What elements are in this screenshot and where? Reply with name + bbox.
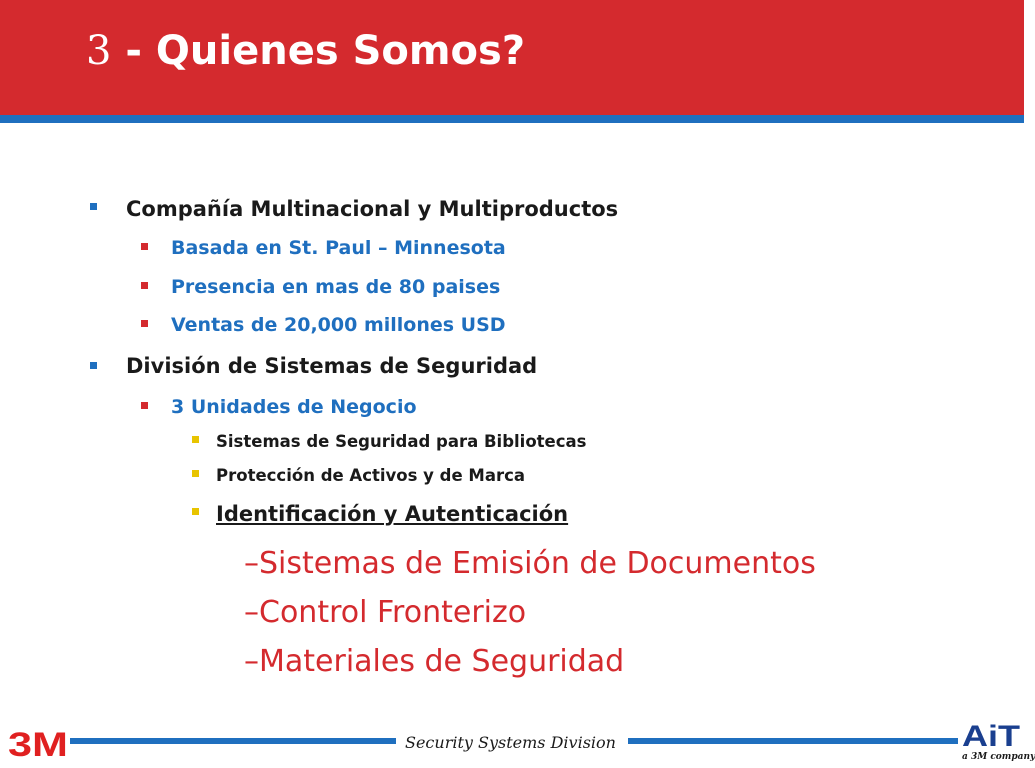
bullet-level2: Ventas de 20,000 millones USD	[171, 314, 506, 336]
dash-item	[244, 595, 526, 630]
dash-item-text: Control Fronterizo	[259, 595, 527, 630]
dash-item	[244, 644, 624, 679]
square-bullet-icon	[192, 436, 199, 443]
bullet-level1: Compañía Multinacional y Multiproductos	[126, 197, 619, 221]
dash-bullet: –	[244, 595, 259, 630]
3m-logo-text: 3M	[8, 726, 68, 764]
square-bullet-icon	[192, 470, 199, 477]
ait-logo	[960, 718, 1022, 756]
square-bullet-icon	[90, 203, 97, 210]
ait-logo-text: AiT	[962, 720, 1020, 753]
bullet-level2: 3 Unidades de Negocio	[171, 396, 417, 418]
bullet-level2: Presencia en mas de 80 paises	[171, 276, 501, 298]
bullet-level1: División de Sistemas de Seguridad	[126, 354, 538, 378]
title-underline	[0, 115, 1024, 123]
title-number: 3	[86, 28, 112, 74]
dash-item-text: Materiales de Seguridad	[259, 644, 625, 679]
title-text: - Quienes Somos?	[111, 28, 526, 74]
square-bullet-icon	[141, 320, 148, 327]
footer-bar-left	[70, 738, 396, 744]
bullet-level3: Protección de Activos y de Marca	[216, 466, 526, 485]
square-bullet-icon	[141, 402, 148, 409]
dash-bullet: –	[244, 644, 259, 679]
dash-bullet: –	[244, 546, 259, 581]
square-bullet-icon	[192, 508, 199, 515]
3m-logo	[8, 728, 70, 764]
footer-division: Security Systems Division	[405, 733, 616, 752]
square-bullet-icon	[141, 282, 148, 289]
dash-item	[244, 546, 816, 581]
square-bullet-icon	[90, 362, 97, 369]
square-bullet-icon	[141, 243, 148, 250]
bullet-level3: Sistemas de Seguridad para Bibliotecas	[216, 432, 587, 451]
dash-item-text: Sistemas de Emisión de Documentos	[259, 546, 816, 581]
bullet-level2: Basada en St. Paul – Minnesota	[171, 237, 506, 259]
ait-subtitle: a 3M company	[962, 752, 1035, 762]
footer-bar-right	[628, 738, 958, 744]
bullet-level3-highlight: Identificación y Autenticación	[216, 502, 569, 526]
slide-title	[86, 28, 525, 74]
